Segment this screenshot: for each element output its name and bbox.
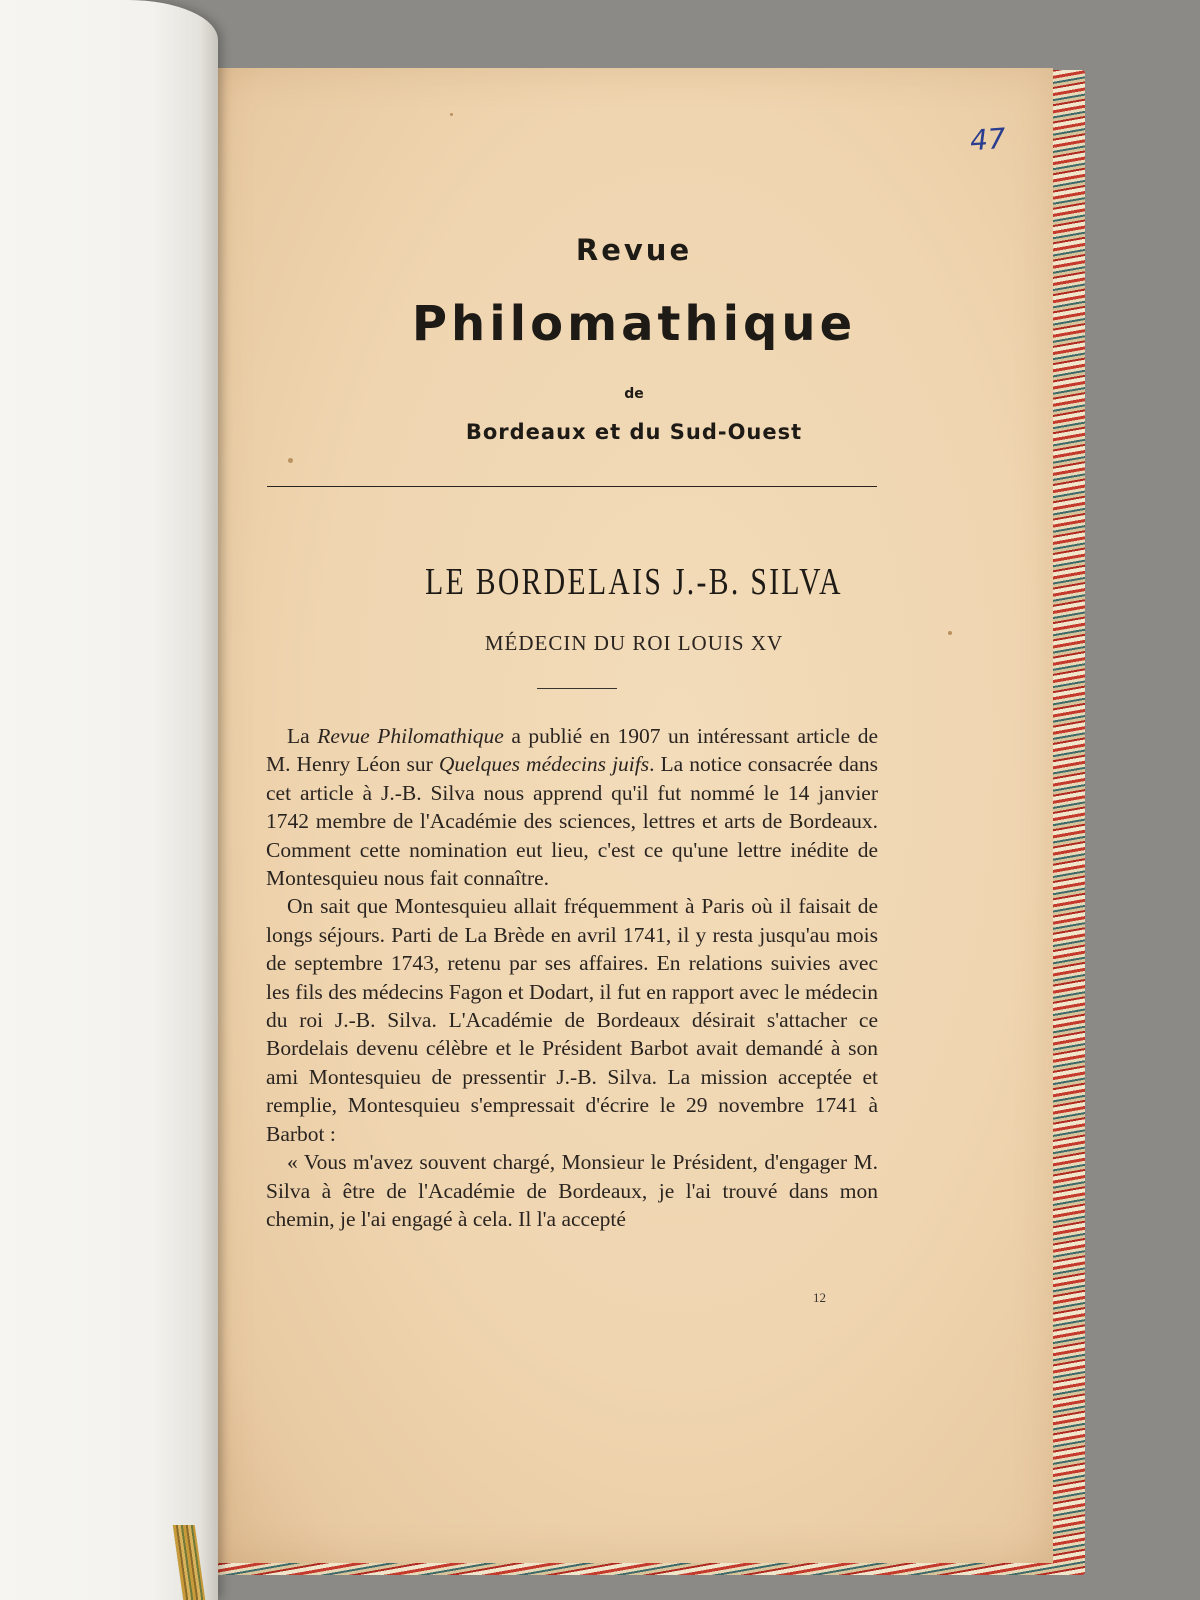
masthead-divider — [267, 486, 877, 487]
article-subtitle: MÉDECIN DU ROI LOUIS XV — [484, 631, 784, 655]
paragraph-1-text-a: La — [287, 724, 318, 748]
facing-blank-page — [0, 0, 218, 1600]
title-divider — [537, 688, 617, 689]
article-title: LE BORDELAIS J.-B. SILVA — [425, 561, 843, 603]
paper-speck — [450, 113, 453, 116]
paragraph-1 — [266, 722, 878, 892]
paragraph-1-text-c: . La notice consacrée dans cet article à J.-B. Silva nous apprend qu'il fut nommé le 14 janvier 1742 membre de l'Académie des sciences, lettres et arts de Bordeaux. Comment cette nomination eut lieu, c'est ce qu'une lettre inédite de Montesquieu nous fait connaître. — [266, 752, 878, 891]
printed-page-number: 12 — [813, 1290, 826, 1305]
paper-speck — [288, 458, 293, 463]
paragraph-3: « Vous m'avez souvent chargé, Monsieur le Président, d'engager M. Silva à être de l'Académie de Bordeaux, je l'ai trouvé dans mon chemin, je l'ai engagé à cela. Il l'a accepté — [266, 1150, 878, 1231]
masthead-subtitle: Bordeaux et du Sud-Ouest — [465, 420, 803, 444]
paragraph-1-text-b: a publié en 1907 un intéressant article de M. Henry Léon sur — [266, 724, 878, 777]
handwritten-page-number: 47 — [968, 121, 1007, 158]
masthead-title: Philomathique — [411, 296, 857, 352]
paper-speck — [948, 631, 952, 635]
paragraph-1-italic-journal: Revue Philomathique — [317, 724, 504, 748]
paragraph-2: On sait que Montesquieu allait fréquemment à Paris où il faisait de longs séjours. Parti de La Brède en avril 1741, il y resta jusqu'au mois de septembre 1743, retenu par ses affaires. En relations suivies avec les fils des médecins Fagon et Dodart, il fut en rapport avec le médecin du roi J.-B. Silva. L'Académie de Bordeaux désirait s'attacher ce Bordelais devenu célèbre et le Président Barbot avait demandé à son ami Montesquieu de pressentir J.-B. Silva. La mission acceptée et remplie, Montesquieu s'empressait d'écrire le 29 novembre 1741 à Barbot : — [266, 894, 878, 1146]
paragraph-1-italic-article: Quelques médecins juifs — [438, 752, 650, 777]
book-page — [215, 68, 1053, 1563]
masthead-de: de — [624, 386, 644, 402]
masthead-revue: Revue — [575, 233, 693, 267]
article-body — [266, 722, 878, 1233]
